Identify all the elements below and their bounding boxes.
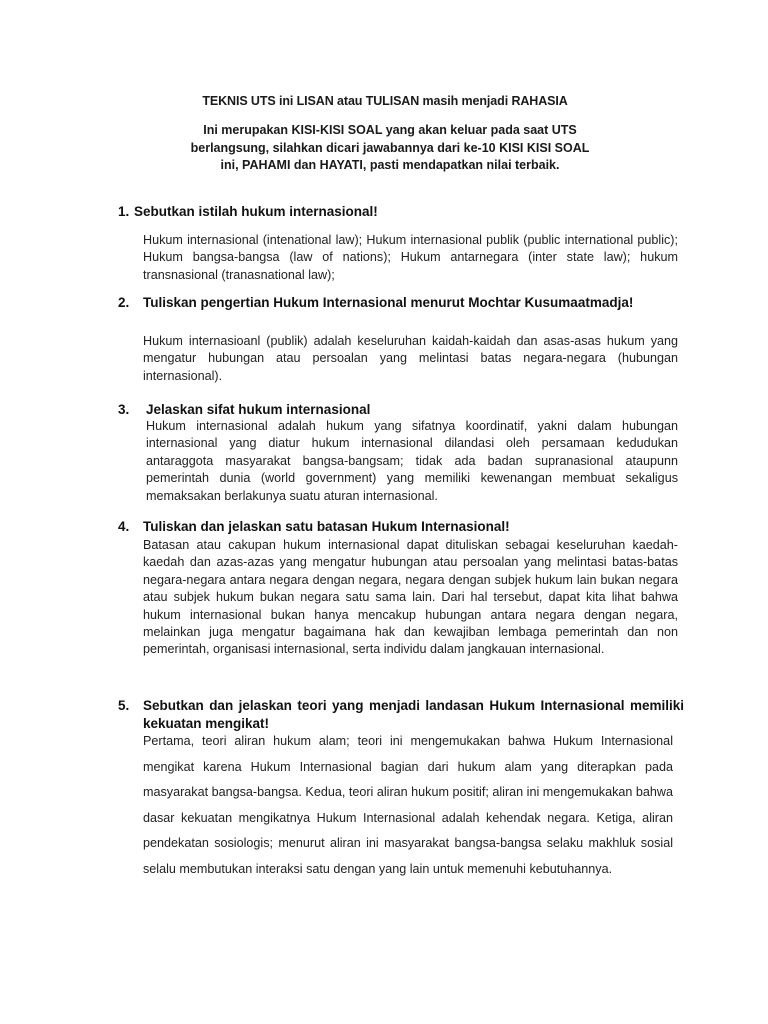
question-5 (118, 697, 684, 733)
question-text: Tuliskan dan jelaskan satu batasan Hukum Internasional! (143, 519, 510, 534)
answer-2: Hukum internasioanl (publik) adalah keseluruhan kaidah-kaidah dan asas-asas hukum yang mengatur hubungan atau persoalan yang melintasi batas negara-negara (hubungan internasional). (143, 334, 678, 383)
question-number: 1. (118, 204, 130, 219)
question-2 (118, 295, 678, 310)
question-4 (118, 519, 678, 534)
question-3 (118, 402, 678, 417)
answer-4: Batasan atau cakupan hukum internasional dapat dituliskan sebagai keseluruhan kaedah-kaedah dan azas-azas yang mengatur hubungan atau persoalan yang melintasi batas-batas negara-negara antara negara dengan negara, negara dengan subjek hukum lain bukan negara atau subjek hukum bukan negara satu sama lain. Dari hal tersebut, dapat kita lihat bahwa hukum internasional bukan hanya mencakup hubungan antara negara dengan negara, melainkan juga mengatur bagaimana hak dan kewajiban lembaga pemerintah dan non pemerintah, organisasi internasional, serta individu dalam jangkauan internasional. (143, 538, 678, 657)
intro-paragraph: Ini merupakan KISI-KISI SOAL yang akan keluar pada saat UTS berlangsung, silahkan dicari jawabannya dari ke-10 KISI KISI SOAL ini, PAHAMI dan HAYATI, pasti mendapatkan nilai terbaik. (190, 123, 590, 172)
question-text: Jelaskan sifat hukum internasional (146, 402, 371, 417)
answer-3: Hukum internasional adalah hukum yang sifatnya koordinatif, yakni dalam hubungan internasional yang diatur hukum internasional dilandasi oleh persamaan kedudukan antaraggota masyarakat bangsa-bangsam; tidak ada badan supranasional ataupunn pemerintah dunia (world government) yang memiliki kewenangan membuat sekaligus memaksakan berlakunya suatu aturan internasional. (146, 419, 678, 503)
question-text: Sebutkan dan jelaskan teori yang menjadi landasan Hukum Internasional memiliki kekuatan mengikat! (143, 698, 684, 731)
question-1 (118, 204, 678, 219)
question-text: Tuliskan pengertian Hukum Internasional menurut Mochtar Kusumaatmadja! (143, 295, 634, 310)
question-number: 4. (118, 519, 130, 534)
document-title: TEKNIS UTS ini LISAN atau TULISAN masih menjadi RAHASIA (202, 94, 568, 108)
question-number: 2. (118, 295, 130, 310)
answer-5: Pertama, teori aliran hukum alam; teori ini mengemukakan bahwa Hukum Internasional mengikat karena Hukum Internasional bagian dari hukum alam yang diterapkan pada masyarakat bangsa-bangsa. Kedua, teori aliran hukum positif; aliran ini mengemukakan bahwa dasar kekuatan mengikatnya Hukum Internasional adalah kehendak negara. Ketiga, aliran pendekatan sosiologis; menurut aliran ini masyarakat bangsa-bangsa selaku makhluk sosial selalu membutukan interaksi satu dengan yang lain untuk memenuhi kebutuhannya. (143, 734, 673, 876)
question-number: 5. (118, 698, 130, 713)
question-text: Sebutkan istilah hukum internasional! (134, 204, 378, 219)
answer-1: Hukum internasional (intenational law); Hukum internasional publik (public international public); Hukum bangsa-bangsa (law of nations); Hukum antarnegara (inter state law); hukum transnasional (tranasnational law); (143, 233, 678, 282)
question-number: 3. (118, 402, 130, 417)
